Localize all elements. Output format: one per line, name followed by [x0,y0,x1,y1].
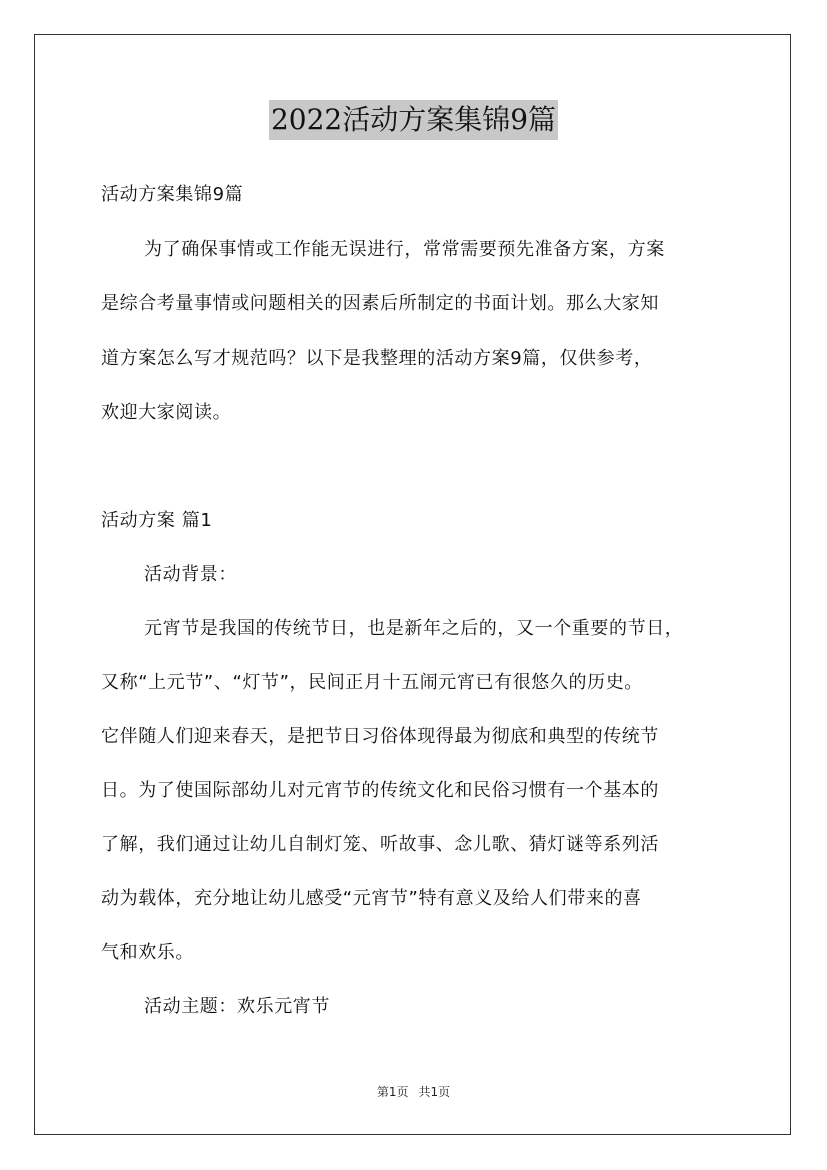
body-paragraph-line: 气和欢乐。 [101,942,194,963]
document-title: 2022活动方案集锦9篇 [269,100,558,140]
body-paragraph-line: 又称“上元节”、“灯节”，民间正月十五闹元宵已有很悠久的历史。 [101,672,643,693]
intro-paragraph-line: 欢迎大家阅读。 [101,402,232,423]
subheading-background: 活动背景： [144,564,237,585]
body-paragraph-line: 元宵节是我国的传统节日，也是新年之后的，又一个重要的节日， [144,618,684,639]
body-paragraph-line: 它伴随人们迎来春天，是把节日习俗体现得最为彻底和典型的传统节 [101,726,659,747]
section-heading-1: 活动方案 篇1 [101,510,213,531]
page-number: 第1页 [376,1085,409,1099]
page-total: 共1页 [418,1085,451,1099]
title-container [0,100,827,140]
intro-paragraph-line: 道方案怎么写才规范吗？以下是我整理的活动方案9篇，仅供参考， [101,348,653,369]
body-paragraph-line: 动为载体，充分地让幼儿感受“元宵节”特有意义及给人们带来的喜 [101,888,642,909]
body-paragraph-line: 日。为了使国际部幼儿对元宵节的传统文化和民俗习惯有一个基本的 [101,780,659,801]
section-heading: 活动方案集锦9篇 [101,184,244,205]
body-paragraph-line: 了解，我们通过让幼儿自制灯笼、听故事、念儿歌、猜灯谜等系列活 [101,834,659,855]
intro-paragraph-line: 是综合考量事情或问题相关的因素后所制定的书面计划。那么大家知 [101,293,659,314]
subheading-theme: 活动主题：欢乐元宵节 [144,996,330,1017]
intro-paragraph-line: 为了确保事情或工作能无误进行，常常需要预先准备方案，方案 [144,239,665,260]
page-footer [0,1084,827,1100]
